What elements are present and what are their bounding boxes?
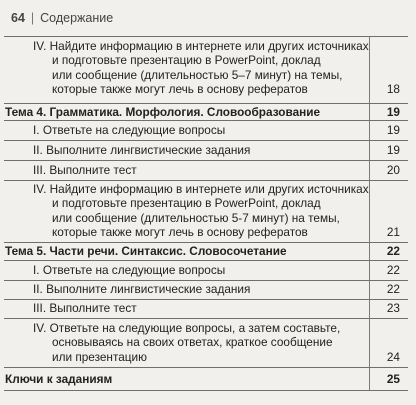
toc-entry-text-line: I. Ответьте на следующие вопросы (33, 263, 226, 277)
toc-entry-page: 20 (386, 163, 400, 177)
row-rule (4, 318, 408, 319)
toc-entry-page: 22 (386, 282, 400, 296)
row-rule (4, 36, 408, 37)
toc-entry-text-line: основываясь на своих ответах, краткое сообщение (52, 335, 333, 350)
toc-entry-text-line: или сообщение (длительностью 5–7 минут) на темы, (52, 67, 343, 82)
toc-entry-page: 18 (386, 82, 400, 97)
row-rule (4, 390, 408, 391)
row-rule (4, 103, 408, 104)
toc-entry-text-line: и подготовьте презентацию в PowerPoint, доклад (52, 196, 321, 211)
row-rule (4, 140, 408, 141)
toc-entry-page: 21 (386, 225, 400, 240)
toc-entry-page: 23 (386, 301, 400, 315)
row-rule (4, 367, 408, 368)
toc-entry-text-line: которые также могут лечь в основу рефератов (52, 225, 308, 240)
toc-entry-page: 22 (386, 263, 400, 277)
header-separator: | (30, 11, 35, 25)
toc-entry-text-line: Тема 4. Грамматика. Морфология. Словообразование (5, 105, 321, 119)
row-rule (4, 260, 408, 261)
toc-entry-text-line: IV. Ответьте на следующие вопросы, а затем составьте, (33, 321, 341, 335)
toc-entry-text-line: Ключи к заданиям (5, 372, 113, 386)
toc-entry-text-line: и подготовьте презентацию в PowerPoint, доклад (52, 53, 321, 68)
row-rule (4, 242, 408, 243)
toc-entry-text-line: II. Выполните лингвистические задания (33, 282, 251, 296)
toc-entry-page: 19 (386, 123, 400, 137)
toc-entry-text-line: III. Выполните тест (33, 301, 137, 315)
toc-entry-page: 19 (386, 105, 400, 119)
header-page-number: 64 (11, 11, 25, 25)
toc-entry-text-line: III. Выполните тест (33, 163, 137, 177)
row-rule (4, 280, 408, 281)
row-rule (4, 299, 408, 300)
toc-entry-page: 25 (386, 372, 400, 386)
toc-entry-text-line: IV. Найдите информацию в интернете или других источниках (33, 39, 369, 53)
toc-entry-text-line: I. Ответьте на следующие вопросы (33, 123, 226, 137)
row-rule (4, 120, 408, 121)
toc-entry-text-line: которые также могут лечь в основу рефератов (52, 82, 308, 97)
toc-entry-page: 24 (386, 349, 400, 364)
row-rule (4, 160, 408, 161)
toc-entry-page: 22 (386, 244, 400, 258)
toc-entry-text-line: или сообщение (длительностью 5-7 минут) на темы, (52, 210, 340, 225)
header-title: Содержание (40, 11, 114, 25)
toc-entry-text-line: или презентацию (52, 349, 147, 364)
toc-entry-text-line: Тема 5. Части речи. Синтаксис. Словосочетание (5, 244, 287, 258)
toc-entry-page: 19 (386, 143, 400, 157)
toc-entry-text-line: II. Выполните лингвистические задания (33, 143, 251, 157)
toc-entry-text-line: IV. Найдите информацию в интернете или других источниках (33, 182, 369, 196)
row-rule (4, 180, 408, 181)
